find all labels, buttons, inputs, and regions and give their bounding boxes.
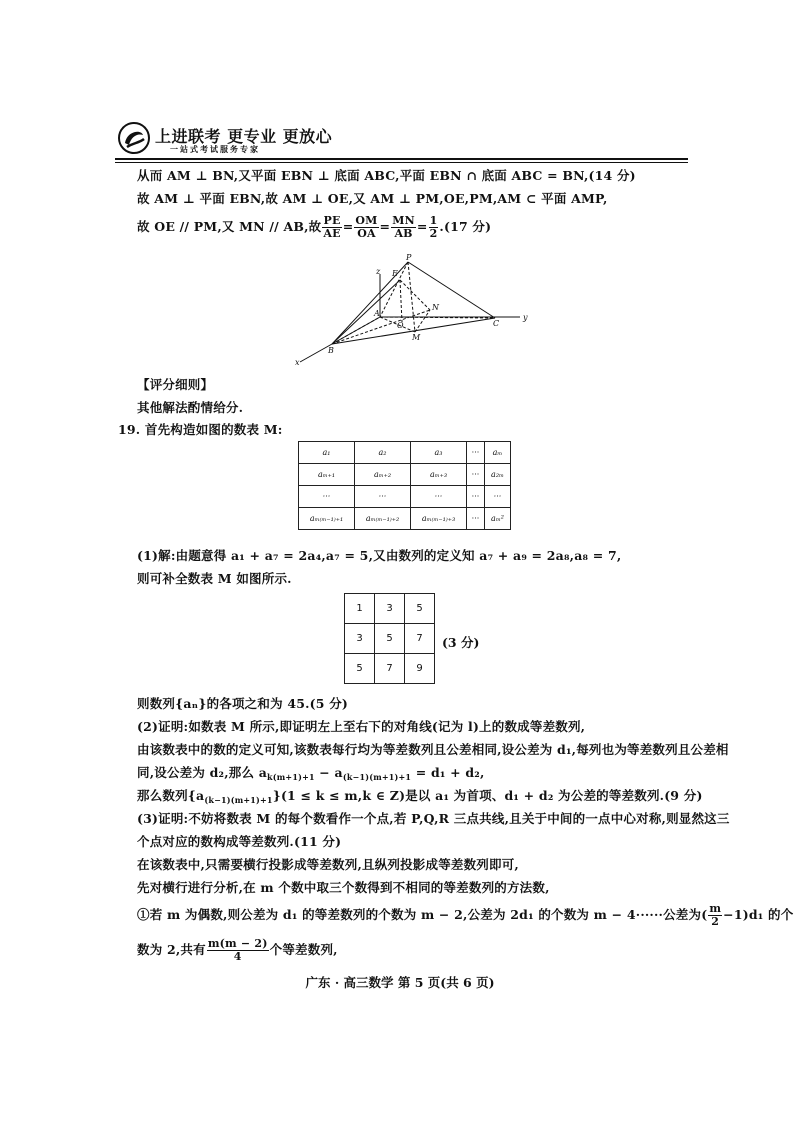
- pyramid-figure: [290, 252, 540, 370]
- part-3-line-f: [137, 936, 338, 964]
- matrix-table-m: [298, 441, 511, 530]
- p2c-suffix: = d₁ + d₂,: [411, 765, 485, 780]
- table-cell: aₘ₍ₘ₋₁₎₊₃: [411, 508, 467, 530]
- part-1-line-c: 则数列{aₙ}的各项之和为 45.(5 分): [137, 696, 349, 711]
- table-cell: ···: [467, 486, 485, 508]
- table-cell: aₘ: [485, 442, 511, 464]
- table-cell: ···: [355, 486, 411, 508]
- table-cell: a₁: [299, 442, 355, 464]
- table-cell: a₂ₘ: [485, 464, 511, 486]
- table-cell: aₘ²: [485, 508, 511, 530]
- part-1-line-b: 则可补全数表 M 如图所示.: [137, 571, 292, 586]
- fraction-om-oa: [354, 215, 378, 240]
- edge-pc: [408, 262, 495, 318]
- header-title: 上进联考 更专业 更放心: [155, 127, 333, 146]
- grid-cell: 7: [375, 654, 405, 684]
- grid-score-note: (3 分): [442, 635, 480, 650]
- header-subtitle: 一站式考试服务专家: [170, 145, 260, 154]
- subscript: (k−1)(m+1)+1: [342, 772, 412, 782]
- scoring-title: 【评分细则】: [137, 377, 214, 392]
- frac-num: OM: [355, 214, 378, 227]
- grid-row: [345, 624, 435, 654]
- p2d-suffix: }(1 ≤ k ≤ m,k ∈ Z)是以 a₁ 为首项、d₁ + d₂ 为公差的等差数列.(9 分): [272, 788, 703, 803]
- grid-row: [345, 594, 435, 624]
- grid-cell: 5: [375, 624, 405, 654]
- label-c: C: [493, 319, 500, 328]
- fraction-mn-ab: [391, 215, 416, 240]
- frac-den: AB: [394, 227, 413, 240]
- solution-line-3: 故 OE // PM,又 MN // AB,故 $\frac{PE}{AE}$ = $\frac{OM}{OA}$ = $\frac{MN}{AB}$ = $\frac{1}{2}$ .(17 分): [137, 214, 492, 240]
- label-o: O: [397, 321, 404, 330]
- frac-num: m(m − 2): [207, 937, 268, 950]
- table-cell: a₂: [355, 442, 411, 464]
- table-cell: ···: [467, 464, 485, 486]
- grid-cell: 3: [375, 594, 405, 624]
- scoring-text: 其他解法酌情给分.: [137, 400, 244, 415]
- table-cell: aₘ₊₁: [299, 464, 355, 486]
- grid-cell: 9: [405, 654, 435, 684]
- part-3-line-c: 在该数表中,只需要横行投影成等差数列,且纵列投影成等差数列即可,: [137, 857, 519, 872]
- label-n: N: [432, 303, 439, 312]
- table-cell: aₘ₊₃: [411, 464, 467, 486]
- part-2-line-b: 由该数表中的数的定义可知,该数表每行均为等差数列且公差相同,设公差为 d₁,每列也为等差数列且公差相: [137, 742, 729, 757]
- label-p: P: [406, 253, 412, 262]
- fraction-count: [207, 938, 269, 963]
- table-cell: ···: [467, 508, 485, 530]
- table-row: [299, 508, 511, 530]
- label-b: B: [328, 346, 334, 355]
- label-a: A: [374, 309, 380, 318]
- grid-cell: 5: [405, 594, 435, 624]
- frac-num: PE: [323, 214, 341, 227]
- fraction-m-over-2: [708, 903, 722, 928]
- part-3-line-d: 先对横行进行分析,在 m 个数中取三个数得到不相同的等差数列的方法数,: [137, 880, 550, 895]
- question-19-intro: 19. 首先构造如图的数表 M:: [118, 422, 283, 437]
- edge-pm: [408, 262, 415, 332]
- grid-cell: 7: [405, 624, 435, 654]
- table-cell: ···: [411, 486, 467, 508]
- fraction-half: [429, 215, 439, 240]
- line-3-suffix: .(17 分): [439, 219, 492, 234]
- p3f-prefix: 数为 2,共有: [137, 942, 206, 957]
- table-cell: aₘ₊₂: [355, 464, 411, 486]
- table-cell: aₘ₍ₘ₋₁₎₊₂: [355, 508, 411, 530]
- label-m: M: [412, 333, 421, 342]
- p2d-prefix: 那么数列{a: [137, 788, 205, 803]
- table-cell: ···: [467, 442, 485, 464]
- table-row: [299, 464, 511, 486]
- table-row: [299, 486, 511, 508]
- frac-num: MN: [392, 214, 415, 227]
- part-1-line-a: (1)解:由题意得 a₁ + a₇ = 2a₄,a₇ = 5,又由数列的定义知 a₇ + a₉ = 2a₈,a₈ = 7,: [137, 548, 622, 563]
- table-cell: a₃: [411, 442, 467, 464]
- table-row: [299, 442, 511, 464]
- subscript: k(m+1)+1: [267, 772, 315, 782]
- edge-en: [400, 280, 430, 310]
- page-footer: 广东 · 高三数学 第 5 页(共 6 页): [305, 975, 495, 990]
- table-cell: aₘ₍ₘ₋₁₎₊₁: [299, 508, 355, 530]
- p3e-suffix: d₁ 的个: [748, 907, 794, 922]
- part-3-line-a: (3)证明:不妨将数表 M 的每个数看作一个点,若 P,Q,R 三点共线,且关于中间的一点中心对称,则显然这三: [137, 811, 730, 826]
- frac-den: 2: [711, 915, 720, 928]
- grid-cell: 1: [345, 594, 375, 624]
- header-divider-thin: [115, 162, 688, 163]
- p2c-prefix: 同,设公差为 d₂,那么 a: [137, 765, 268, 780]
- frac-den: 2: [429, 227, 438, 240]
- edge-eo: [400, 280, 402, 322]
- p3e-prefix: ①若 m 为偶数,则公差为 d₁ 的等差数列的个数为 m − 2,公差为 2d₁ 的个数为 m − 4······公差为: [137, 907, 702, 922]
- table-cell: ···: [485, 486, 511, 508]
- label-z: z: [376, 267, 381, 276]
- solution-line-2: 故 AM ⊥ 平面 EBN,故 AM ⊥ OE,又 AM ⊥ PM,OE,PM,AM ⊂ 平面 AMP,: [137, 191, 608, 206]
- p3f-suffix: 个等差数列,: [269, 942, 338, 957]
- part-3-line-b: 个点对应的数构成等差数列.(11 分): [137, 834, 342, 849]
- label-x: x: [295, 358, 300, 367]
- line-3-prefix: 故 OE // PM,又 MN // AB,故: [137, 219, 322, 234]
- part-2-line-c: 同,设公差为 d₂,那么 $a_{k(m+1)+1} - a_{(k-1)(m+1)+1} = d_1 + d_2$,: [137, 765, 485, 782]
- label-y: y: [523, 313, 528, 322]
- solution-line-1: 从而 AM ⊥ BN,又平面 EBN ⊥ 底面 ABC,平面 EBN ∩ 底面 ABC = BN,(14 分): [137, 168, 636, 183]
- table-cell: ···: [299, 486, 355, 508]
- part-2-line-d: [137, 787, 703, 809]
- grid-cell: 3: [345, 624, 375, 654]
- part-3-line-e: ①若 m 为偶数,则公差为 d₁ 的等差数列的个数为 m − 2,公差为 2d₁ 的个数为 m − 4······公差为( $\frac{m}{2}$ −1)d₁ 的个: [137, 902, 794, 928]
- fraction-pe-ae: [322, 215, 341, 240]
- grid-row: [345, 654, 435, 684]
- header-divider: [115, 158, 688, 160]
- frac-den: AE: [323, 227, 341, 240]
- grid-cell: 5: [345, 654, 375, 684]
- frac-den: 4: [233, 950, 242, 963]
- part-2-line-a: (2)证明:如数表 M 所示,即证明左上至右下的对角线(记为 l)上的数成等差数列,: [137, 719, 586, 734]
- completed-grid: [344, 593, 435, 684]
- frac-den: OA: [357, 227, 376, 240]
- subscript: (k−1)(m+1)+1: [204, 795, 273, 805]
- logo-icon: [117, 121, 151, 155]
- label-e: E: [392, 269, 398, 278]
- frac-num: 1: [429, 214, 438, 227]
- frac-num: m: [709, 902, 722, 915]
